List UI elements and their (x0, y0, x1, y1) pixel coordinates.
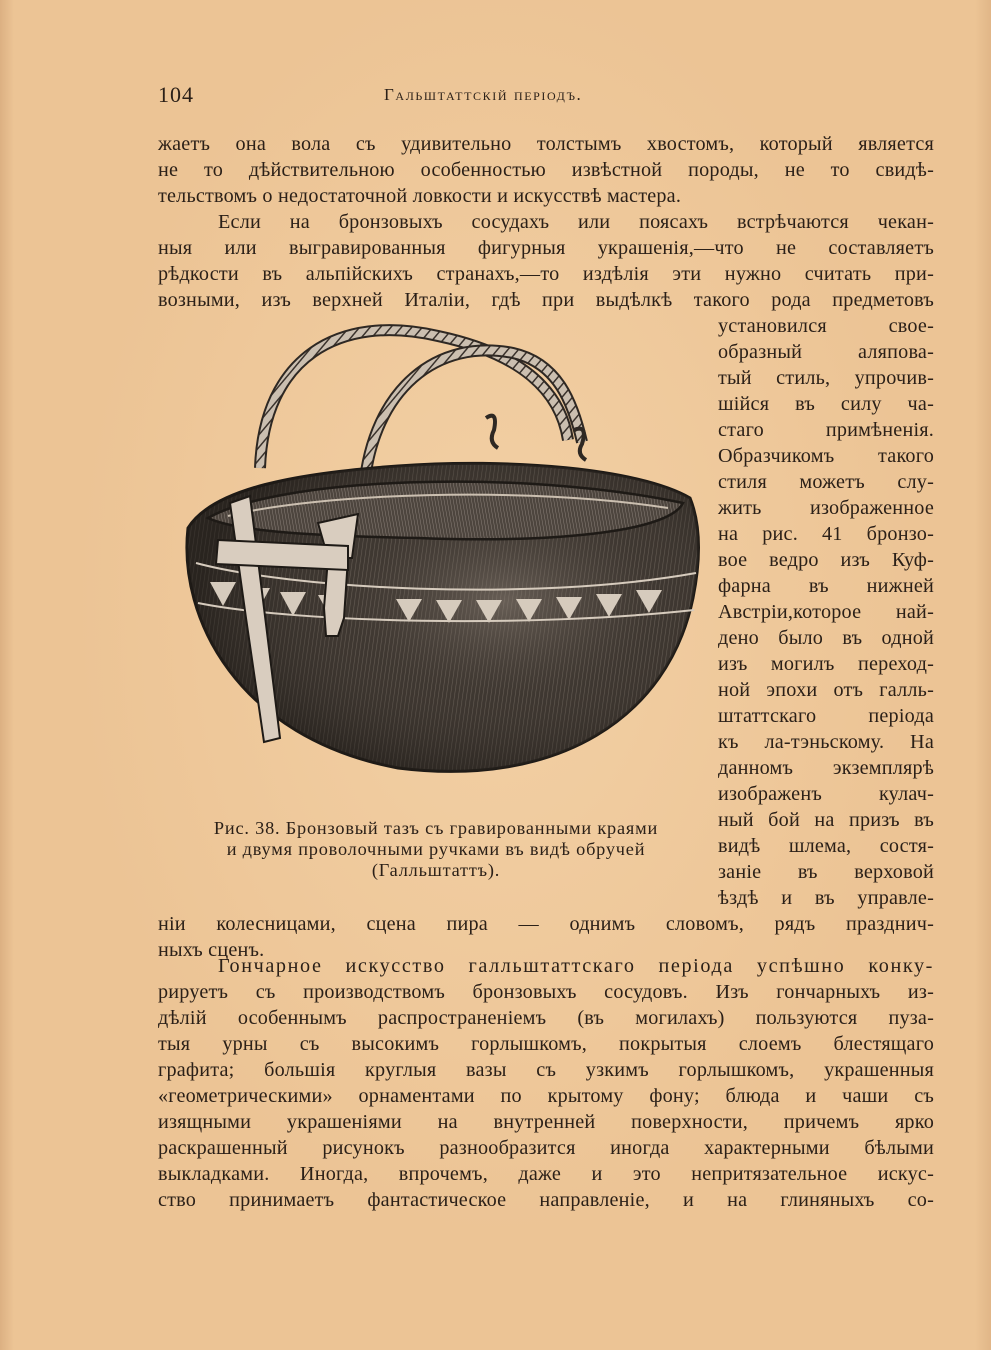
paragraph-start-line: Гончарное искусство галльштаттскаго періода успѣшно конку- (218, 955, 934, 977)
text-line: ныхъ сценъ. (158, 939, 265, 961)
text-line: не то дѣйствительною особенностью извѣстной породы, не то свидѣ- (158, 159, 934, 181)
text-line: возными, изъ верхней Италіи, гдѣ при выдѣлкѣ такого рода предметовъ (158, 289, 934, 311)
side-text-line: стиля можетъ слу- (718, 471, 934, 493)
text-line: изящными украшеніями на внутренней поверхности, причемъ ярко (158, 1111, 934, 1133)
side-text-line: жить изображенное (718, 497, 934, 519)
figure-caption (166, 818, 706, 881)
side-text-line: стаго примѣненія. (718, 419, 934, 441)
figure-bronze-basin (168, 318, 708, 818)
side-text-line: штаттскаго періода (718, 705, 934, 727)
text-line: «геометрическими» орнаментами по крытому фону; блюда и чаши съ (158, 1085, 934, 1107)
text-line: выкладками. Иногда, впрочемъ, даже и это непритязательное искус- (158, 1163, 934, 1185)
text-line: раскрашенный рисунокъ разнообразится иногда характерными бѣлыми (158, 1137, 934, 1159)
text-line: графита; большія круглыя вазы съ узкимъ горлышкомъ, украшенныя (158, 1059, 934, 1081)
side-text-line: установился свое- (718, 315, 934, 337)
side-text-line: шійся въ силу ча- (718, 393, 934, 415)
side-text-line: фарна въ нижней (718, 575, 934, 597)
side-text-line: ѣздѣ и въ управле- (718, 887, 934, 909)
side-text-line: данномъ экземплярѣ (718, 757, 934, 779)
page-number: 104 (158, 82, 194, 107)
text-line: ніи колесницами, сцена пира — однимъ словомъ, рядъ празднич- (158, 913, 934, 935)
caption-line: Рис. 38. Бронзовый тазъ съ гравированными краями (213, 818, 659, 838)
caption-line: и двумя проволочными ручками въ видѣ обручей (226, 839, 646, 859)
text-line: рѣдкости въ альпійскихъ странахъ,—то издѣлія эти нужно считать при- (158, 263, 934, 285)
side-text-line: заніе въ верховой (718, 861, 934, 883)
running-title: Гальштаттскій періодъ. (384, 85, 583, 104)
side-text-line: вое ведро изъ Куф- (718, 549, 934, 571)
side-text-line: изображенъ кулач- (718, 783, 934, 805)
text-line: рируетъ съ производствомъ бронзовыхъ сосудовъ. Изъ гончарныхъ из- (158, 981, 934, 1003)
paragraph-start-line: Если на бронзовыхъ сосудахъ или поясахъ встрѣчаются чекан- (218, 211, 934, 233)
side-text-line: ный бой на призъ въ (718, 809, 934, 831)
text-line: тыя урны съ высокимъ горлышкомъ, покрытыя слоемъ блестящаго (158, 1033, 934, 1055)
side-text-line: изъ могилъ переход- (718, 653, 934, 675)
side-text-line: дено было въ одной (718, 627, 934, 649)
side-text-line: на рис. 41 бронзо- (718, 523, 934, 545)
caption-line: (Галльштаттъ). (371, 860, 501, 880)
text-line: жаетъ она вола съ удивительно толстымъ хвостомъ, который является (158, 133, 934, 155)
side-text-line: тый стиль, упрочив- (718, 367, 934, 389)
side-text-line: видѣ шлема, состя- (718, 835, 934, 857)
text-line: ныя или выгравированныя фигурныя украшенія,—что не составляетъ (158, 237, 934, 259)
side-text-line: Образчикомъ такого (718, 445, 934, 467)
side-text-line: Австріи,которое най- (718, 601, 934, 623)
text-line: дѣлій особеннымъ распространеніемъ (въ могилахъ) пользуются пуза- (158, 1007, 934, 1029)
page-header (158, 82, 934, 112)
side-text-line: образный аляпова- (718, 341, 934, 363)
side-text-line: ной эпохи отъ галль- (718, 679, 934, 701)
side-text-line: къ ла-тэньскому. На (718, 731, 934, 753)
bronze-basin-engraving (168, 318, 708, 818)
text-line: ство принимаетъ фантастическое направленіе, и на глиняныхъ со- (158, 1189, 934, 1211)
text-line: тельствомъ о недостаточной ловкости и искусствѣ мастера. (158, 185, 682, 207)
